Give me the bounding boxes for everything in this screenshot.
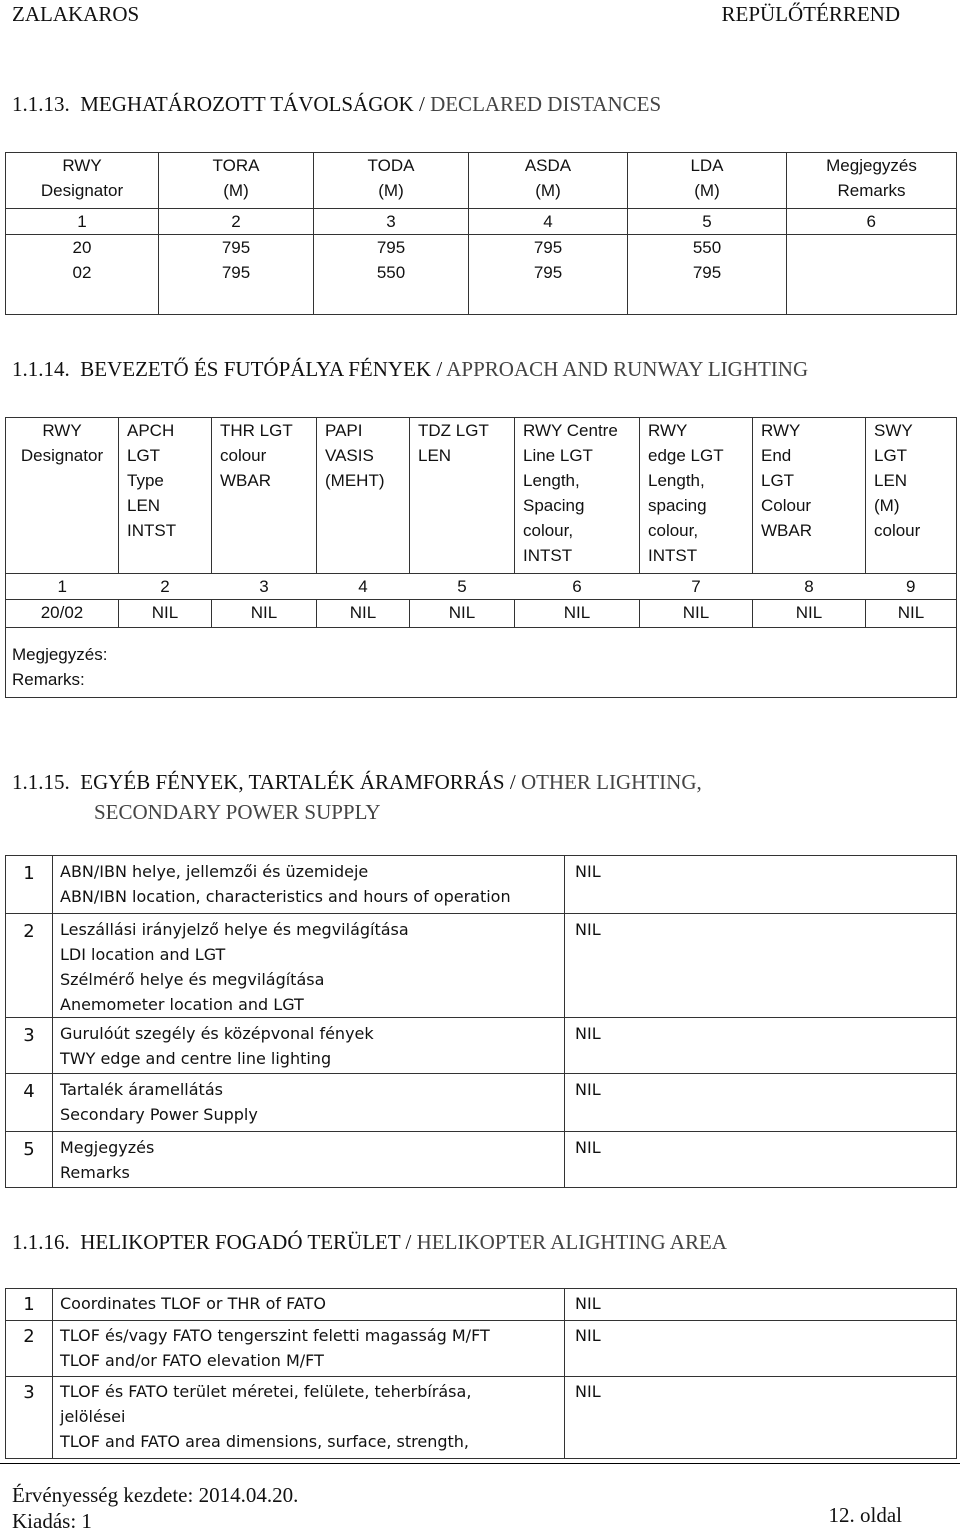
- section-14-number: 1.1.14.: [12, 357, 70, 381]
- table-row: [6, 1321, 957, 1377]
- cell-lda: 550 795: [628, 235, 787, 315]
- section-15-title-hu: EGYÉB FÉNYEK, TARTALÉK ÁRAMFORRÁS /: [80, 770, 521, 794]
- col-number: 5: [628, 209, 787, 235]
- cell-value: NIL: [410, 600, 515, 628]
- header-swy: SWY LGT LEN (M) colour: [866, 418, 957, 574]
- row-description: ABN/IBN helye, jellemzői és üzemideje ABN/IBN location, characteristics and hours of operation: [53, 856, 565, 914]
- table-row: [6, 1074, 957, 1132]
- header-rwy: RWY Designator: [6, 153, 159, 209]
- row-number: 1: [6, 856, 53, 914]
- row-number: 2: [6, 1321, 53, 1377]
- section-15-title: [12, 767, 702, 827]
- col-number: 2: [159, 209, 314, 235]
- col-number: 1: [6, 209, 159, 235]
- row-number: 5: [6, 1132, 53, 1188]
- section-15-number: 1.1.15.: [12, 770, 70, 794]
- header-remarks: Megjegyzés Remarks: [787, 153, 957, 209]
- row-value: NIL: [565, 1074, 957, 1132]
- footer-divider: [0, 1463, 960, 1464]
- table-row: [6, 600, 957, 628]
- table-number-row: [6, 574, 957, 600]
- row-number: 3: [6, 1377, 53, 1459]
- section-13-title: [12, 92, 661, 117]
- remarks-row: [6, 628, 957, 698]
- row-value: NIL: [565, 856, 957, 914]
- table-row: [6, 856, 957, 914]
- header-left: ZALAKAROS: [12, 2, 140, 26]
- table-row: [6, 914, 957, 1018]
- col-number: 5: [410, 574, 515, 600]
- footer-validity: Érvényesség kezdete: 2014.04.20.: [12, 1483, 299, 1507]
- header-apch: APCH LGT Type LEN INTST: [119, 418, 212, 574]
- declared-distances-table: [5, 152, 957, 315]
- header-end: RWY End LGT Colour WBAR: [753, 418, 866, 574]
- cell-rwy: 20 02: [6, 235, 159, 315]
- header-right: REPÜLŐTÉRREND: [721, 2, 900, 26]
- section-13-title-en: DECLARED DISTANCES: [430, 92, 662, 116]
- footer-page-number: 12. oldal: [828, 1503, 902, 1527]
- other-lighting-table: [5, 855, 957, 1188]
- row-value: NIL: [565, 1289, 957, 1321]
- col-number: 3: [314, 209, 469, 235]
- row-number: 3: [6, 1018, 53, 1074]
- row-value: NIL: [565, 1018, 957, 1074]
- header-lda: LDA (M): [628, 153, 787, 209]
- section-14-title-en: APPROACH AND RUNWAY LIGHTING: [446, 357, 809, 381]
- lighting-table: [5, 417, 957, 698]
- section-13-number: 1.1.13.: [12, 92, 70, 116]
- section-16-title: [12, 1230, 727, 1255]
- col-number: 8: [753, 574, 866, 600]
- cell-value: NIL: [640, 600, 753, 628]
- col-number: 4: [317, 574, 410, 600]
- section-16-title-en: HELIKOPTER ALIGHTING AREA: [416, 1230, 727, 1254]
- col-number: 4: [469, 209, 628, 235]
- col-number: 7: [640, 574, 753, 600]
- table-row: [6, 1289, 957, 1321]
- header-centre-line: RWY Centre Line LGT Length, Spacing colour, INTST: [515, 418, 640, 574]
- cell-rwy: 20/02: [6, 600, 119, 628]
- row-number: 2: [6, 914, 53, 1018]
- row-number: 1: [6, 1289, 53, 1321]
- cell-value: NIL: [866, 600, 957, 628]
- section-16-title-hu: HELIKOPTER FOGADÓ TERÜLET /: [80, 1230, 417, 1254]
- helicopter-table: [5, 1288, 957, 1459]
- cell-tora: 795 795: [159, 235, 314, 315]
- cell-value: NIL: [515, 600, 640, 628]
- remarks-cell: Megjegyzés: Remarks:: [6, 628, 957, 698]
- header-toda: TODA (M): [314, 153, 469, 209]
- table-row: [6, 1018, 957, 1074]
- row-description: Gurulóút szegély és középvonal fények TWY edge and centre line lighting: [53, 1018, 565, 1074]
- cell-asda: 795 795: [469, 235, 628, 315]
- table-row: [6, 1377, 957, 1459]
- section-13-title-hu: MEGHATÁROZOTT TÁVOLSÁGOK /: [80, 92, 431, 116]
- col-number: 2: [119, 574, 212, 600]
- row-value: NIL: [565, 1377, 957, 1459]
- header-tdz: TDZ LGT LEN: [410, 418, 515, 574]
- header-rwy-designator: RWY Designator: [6, 418, 119, 574]
- header-asda: ASDA (M): [469, 153, 628, 209]
- section-14-title-hu: BEVEZETŐ ÉS FUTÓPÁLYA FÉNYEK /: [80, 357, 447, 381]
- table-header-row: [6, 153, 957, 209]
- header-edge: RWY edge LGT Length, spacing colour, INTST: [640, 418, 753, 574]
- header-thr: THR LGT colour WBAR: [212, 418, 317, 574]
- section-14-title: [12, 357, 808, 382]
- header-tora: TORA (M): [159, 153, 314, 209]
- section-15-title-en-1: OTHER LIGHTING,: [520, 770, 702, 794]
- cell-toda: 795 550: [314, 235, 469, 315]
- row-description: Megjegyzés Remarks: [53, 1132, 565, 1188]
- cell-remarks: [787, 235, 957, 315]
- row-value: NIL: [565, 1321, 957, 1377]
- col-number: 6: [787, 209, 957, 235]
- section-16-number: 1.1.16.: [12, 1230, 70, 1254]
- row-description: Coordinates TLOF or THR of FATO: [53, 1289, 565, 1321]
- col-number: 9: [866, 574, 957, 600]
- col-number: 1: [6, 574, 119, 600]
- row-description: Tartalék áramellátás Secondary Power Supply: [53, 1074, 565, 1132]
- table-header-row: [6, 418, 957, 574]
- cell-value: NIL: [212, 600, 317, 628]
- footer-edition: Kiadás: 1: [12, 1509, 92, 1533]
- row-description: TLOF és FATO terület méretei, felülete, teherbírása, jelölései TLOF and FATO area dimensions, surface, strength,: [53, 1377, 565, 1459]
- table-number-row: [6, 209, 957, 235]
- cell-value: NIL: [753, 600, 866, 628]
- row-value: NIL: [565, 914, 957, 1018]
- cell-value: NIL: [119, 600, 212, 628]
- row-value: NIL: [565, 1132, 957, 1188]
- row-description: Leszállási irányjelző helye és megvilágítása LDI location and LGT Szélmérő helye és megvilágítása Anemometer location and LGT: [53, 914, 565, 1018]
- col-number: 3: [212, 574, 317, 600]
- table-row: [6, 235, 957, 315]
- table-row: [6, 1132, 957, 1188]
- cell-value: NIL: [317, 600, 410, 628]
- row-number: 4: [6, 1074, 53, 1132]
- row-description: TLOF és/vagy FATO tengerszint feletti magasság M/FT TLOF and/or FATO elevation M/FT: [53, 1321, 565, 1377]
- col-number: 6: [515, 574, 640, 600]
- section-15-title-en-2: SECONDARY POWER SUPPLY: [94, 800, 381, 824]
- header-papi: PAPI VASIS (MEHT): [317, 418, 410, 574]
